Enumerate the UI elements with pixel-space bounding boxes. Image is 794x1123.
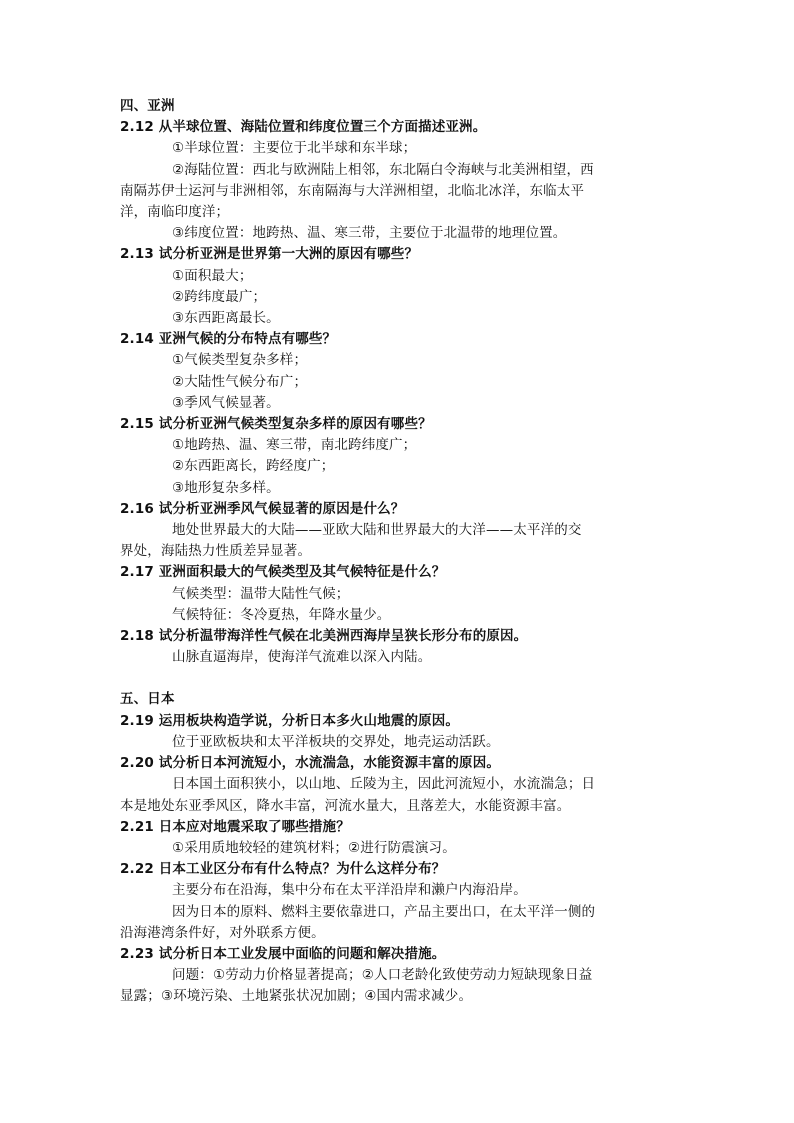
section-heading: 五、日本: [120, 691, 175, 708]
answer-line: ①地跨热、温、寒三带，南北跨纬度广；: [172, 437, 417, 454]
answer-line: 地处世界最大的大陆——亚欧大陆和世界最大的大洋——太平洋的交: [172, 522, 582, 539]
answer-line: ①采用质地较轻的建筑材料；②进行防震演习。: [172, 839, 456, 856]
question: 2.19 运用板块构造学说，分析日本多火山地震的原因。: [120, 712, 460, 729]
answer-line: ③季风气候显著。: [172, 394, 280, 411]
answer-line: 气候特征：冬冷夏热，年降水量少。: [172, 606, 391, 623]
answer-line: 沿海港湾条件好，对外联系方便。: [120, 924, 325, 941]
answer-line: 主要分布在沿海，集中分布在太平洋沿岸和濑户内海沿岸。: [172, 882, 527, 899]
answer-line: ②海陆位置：西北与欧洲陆上相邻，东北隔白令海峡与北美洲相望，西: [172, 161, 594, 178]
answer-line: ①气候类型复杂多样；: [172, 352, 308, 369]
section-heading: 四、亚洲: [120, 98, 175, 114]
answer-line: 问题：①劳动力价格显著提高；②人口老龄化致使劳动力短缺现象日益: [172, 967, 593, 984]
answer-line: 因为日本的原料、燃料主要依靠进口，产品主要出口，在太平洋一侧的: [172, 903, 596, 920]
question: 2.12 从半球位置、海陆位置和纬度位置三个方面描述亚洲。: [120, 119, 487, 136]
answer-line: ②大陆性气候分布广；: [172, 373, 308, 390]
question: 2.13 试分析亚洲是世界第一大洲的原因有哪些？: [120, 246, 419, 263]
answer-line: ①面积最大；: [172, 267, 253, 284]
question: 2.16 试分析亚洲季风气候显著的原因是什么？: [120, 500, 405, 517]
answer-line: ③东西距离最长。: [172, 310, 280, 327]
answer-line: 显露；③环境污染、土地紧张状况加剧；④国内需求减少。: [120, 988, 473, 1005]
question: 2.21 日本应对地震采取了哪些措施？: [120, 818, 350, 835]
answer-line: ①半球位置：主要位于北半球和东半球；: [172, 140, 417, 157]
answer-line: 气候类型：温带大陆性气候；: [172, 585, 350, 602]
answer-line: ③地形复杂多样。: [172, 479, 280, 496]
answer-line: 洋，南临印度洋；: [120, 204, 230, 221]
answer-line: 位于亚欧板块和太平洋板块的交界处，地壳运动活跃。: [172, 733, 500, 750]
document-page: [120, 96, 680, 1008]
question: 2.14 亚洲气候的分布特点有哪些？: [120, 331, 337, 348]
answer-line: 山脉直逼海岸，使海洋气流难以深入内陆。: [172, 649, 432, 666]
section-gap: [120, 668, 680, 689]
question: 2.18 试分析温带海洋性气候在北美洲西海岸呈狭长形分布的原因。: [120, 628, 528, 645]
answer-line: 日本国土面积狭小，以山地、丘陵为主，因此河流短小，水流湍急；日: [172, 776, 596, 793]
answer-line: 界处，海陆热力性质差异显著。: [120, 543, 312, 560]
question: 2.20 试分析日本河流短小，水流湍急，水能资源丰富的原因。: [120, 755, 501, 772]
answer-line: 本是地处东亚季风区，降水丰富，河流水量大，且落差大，水能资源丰富。: [120, 797, 571, 814]
answer-line: ③纬度位置：地跨热、温、寒三带，主要位于北温带的地理位置。: [172, 225, 567, 242]
question: 2.17 亚洲面积最大的气候类型及其气候特征是什么？: [120, 564, 446, 581]
answer-line: 南隔苏伊士运河与非洲相邻，东南隔海与大洋洲相望，北临北冰洋，东临太平: [120, 182, 585, 199]
question: 2.22 日本工业区分布有什么特点？为什么这样分布？: [120, 861, 446, 878]
question: 2.15 试分析亚洲气候类型复杂多样的原因有哪些？: [120, 416, 432, 433]
answer-line: ②东西距离长，跨经度广；: [172, 458, 335, 475]
answer-line: ②跨纬度最广；: [172, 288, 267, 305]
question: 2.23 试分析日本工业发展中面临的问题和解决措施。: [120, 945, 446, 962]
